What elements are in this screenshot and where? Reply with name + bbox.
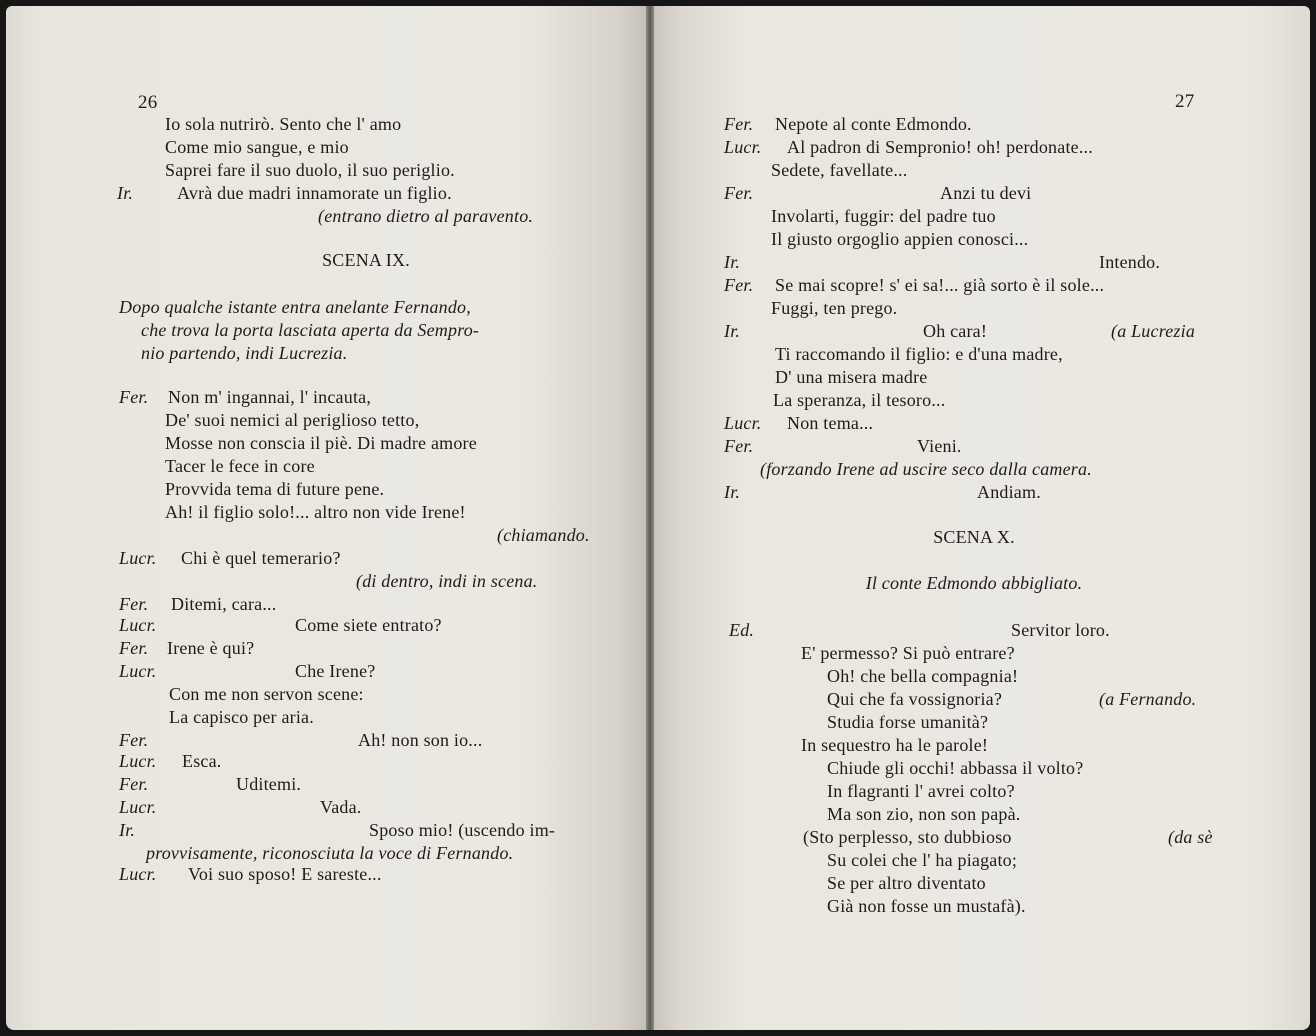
verse-line: Sedete, favellate... [771, 160, 908, 180]
speaker-label: Lucr. [119, 797, 157, 817]
verse-line: Come mio sangue, e mio [165, 137, 349, 157]
speaker-label: Lucr. [119, 615, 157, 635]
speaker-label: Fer. [724, 183, 754, 203]
page-number: 27 [1175, 91, 1195, 112]
verse-line: Già non fosse un mustafà). [827, 896, 1026, 916]
verse-line: Se mai scopre! s' ei sa!... già sorto è il sole... [775, 275, 1105, 295]
speaker-label: Ir. [119, 820, 136, 840]
speaker-label: Lucr. [724, 413, 762, 433]
verse-line: Ah! il figlio solo!... altro non vide Irene! [165, 502, 466, 522]
scene-direction: che trova la porta lasciata aperta da Sempro- [141, 320, 480, 340]
verse-line: De' suoi nemici al periglioso tetto, [165, 410, 420, 430]
speaker-label: Fer. [119, 638, 149, 658]
verse-line: Voi suo sposo! E sareste... [188, 864, 382, 884]
verse-line: In flagranti l' avrei colto? [827, 781, 1015, 801]
speaker-label: Lucr. [119, 864, 157, 884]
verse-line: Saprei fare il suo duolo, il suo periglio. [165, 160, 455, 180]
speaker-label: Ir. [117, 183, 134, 203]
verse-line: In sequestro ha le parole! [801, 735, 989, 755]
speaker-label: Fer. [119, 774, 149, 794]
verse-line: Studia forse umanità? [827, 712, 989, 732]
speaker-label: Ed. [729, 620, 755, 640]
verse-line: Il giusto orgoglio appien conosci... [771, 229, 1029, 249]
verse-line: Esca. [182, 751, 222, 771]
speaker-label: Fer. [724, 275, 754, 295]
verse-line: Non m' ingannai, l' incauta, [168, 387, 372, 407]
stage-direction: (a Lucrezia [1111, 321, 1196, 341]
scene-direction: Dopo qualche istante entra anelante Fernando, [119, 297, 471, 317]
verse-line: Anzi tu devi [940, 183, 1032, 203]
verse-line: Avrà due madri innamorate un figlio. [177, 183, 452, 203]
verse-line: Servitor loro. [1011, 620, 1110, 640]
verse-line: Non tema... [787, 413, 874, 433]
verse-line: Chi è quel temerario? [181, 548, 341, 568]
verse-line: D' una misera madre [775, 367, 928, 387]
verse-line: Ma son zio, non son papà. [827, 804, 1021, 824]
speaker-label: Fer. [119, 387, 149, 407]
book-gutter [646, 6, 654, 1030]
verse-line: Ti raccomando il figlio: e d'una madre, [775, 344, 1063, 364]
verse-line: Se per altro diventato [827, 873, 986, 893]
speaker-label: Lucr. [119, 751, 157, 771]
verse-line: Andiam. [977, 482, 1041, 502]
speaker-label: Ir. [724, 482, 741, 502]
verse-line: Mosse non conscia il piè. Di madre amore [165, 433, 477, 453]
verse-line: Su colei che l' ha piagato; [827, 850, 1018, 870]
scene-direction: nio partendo, indi Lucrezia. [141, 343, 348, 363]
speaker-label: Lucr. [119, 548, 157, 568]
verse-line: E' permesso? Si può entrare? [801, 643, 1015, 663]
verse-line: La capisco per aria. [169, 707, 314, 727]
scene-title: SCENA X. [933, 527, 1015, 547]
verse-line: Involarti, fuggir: del padre tuo [771, 206, 996, 226]
verse-line: Che Irene? [295, 661, 376, 681]
verse-line: Al padron di Sempronio! oh! perdonate... [787, 137, 1093, 157]
speaker-label: Fer. [119, 730, 149, 750]
page-number: 26 [138, 92, 158, 113]
scene-direction: Il conte Edmondo abbigliato. [865, 573, 1083, 593]
verse-line: Irene è qui? [167, 638, 255, 658]
verse-line: Ah! non son io... [358, 730, 483, 750]
verse-line: Ditemi, cara... [171, 594, 277, 614]
verse-line: Io sola nutrirò. Sento che l' amo [165, 114, 402, 134]
verse-line: Uditemi. [236, 774, 302, 794]
speaker-label: Fer. [119, 594, 149, 614]
speaker-label: Ir. [724, 252, 741, 272]
stage-direction: (da sè [1168, 827, 1213, 847]
verse-line: Tacer le fece in core [165, 456, 315, 476]
speaker-label: Lucr. [724, 137, 762, 157]
verse-line: Vieni. [917, 436, 962, 456]
verse-line: Vada. [320, 797, 362, 817]
speaker-label: Ir. [724, 321, 741, 341]
verse-line: Chiude gli occhi! abbassa il volto? [827, 758, 1084, 778]
stage-direction: (entrano dietro al paravento. [318, 206, 534, 226]
stage-direction: (di dentro, indi in scena. [356, 571, 538, 591]
verse-line: Intendo. [1099, 252, 1161, 272]
scene-title: SCENA IX. [322, 250, 410, 270]
verse-line: Con me non servon scene: [169, 684, 364, 704]
verse-line: Sposo mio! (uscendo im- [369, 820, 556, 840]
verse-line: La speranza, il tesoro... [773, 390, 946, 410]
verse-line: Oh! che bella compagnia! [827, 666, 1019, 686]
speaker-label: Fer. [724, 114, 754, 134]
verse-line: Nepote al conte Edmondo. [775, 114, 972, 134]
stage-direction: (chiamando. [497, 525, 590, 545]
stage-direction: provvisamente, riconosciuta la voce di Fernando. [146, 843, 514, 863]
speaker-label: Lucr. [119, 661, 157, 681]
verse-line: Oh cara! [923, 321, 988, 341]
speaker-label: Fer. [724, 436, 754, 456]
verse-line: Fuggi, ten prego. [771, 298, 898, 318]
verse-line: Provvida tema di future pene. [165, 479, 385, 499]
stage-direction: (a Fernando. [1099, 689, 1197, 709]
stage-direction: (forzando Irene ad uscire seco dalla camera. [760, 459, 1092, 479]
verse-line: Qui che fa vossignoria? [827, 689, 1003, 709]
verse-line: Come siete entrato? [295, 615, 442, 635]
verse-line: (Sto perplesso, sto dubbioso [803, 827, 1012, 847]
